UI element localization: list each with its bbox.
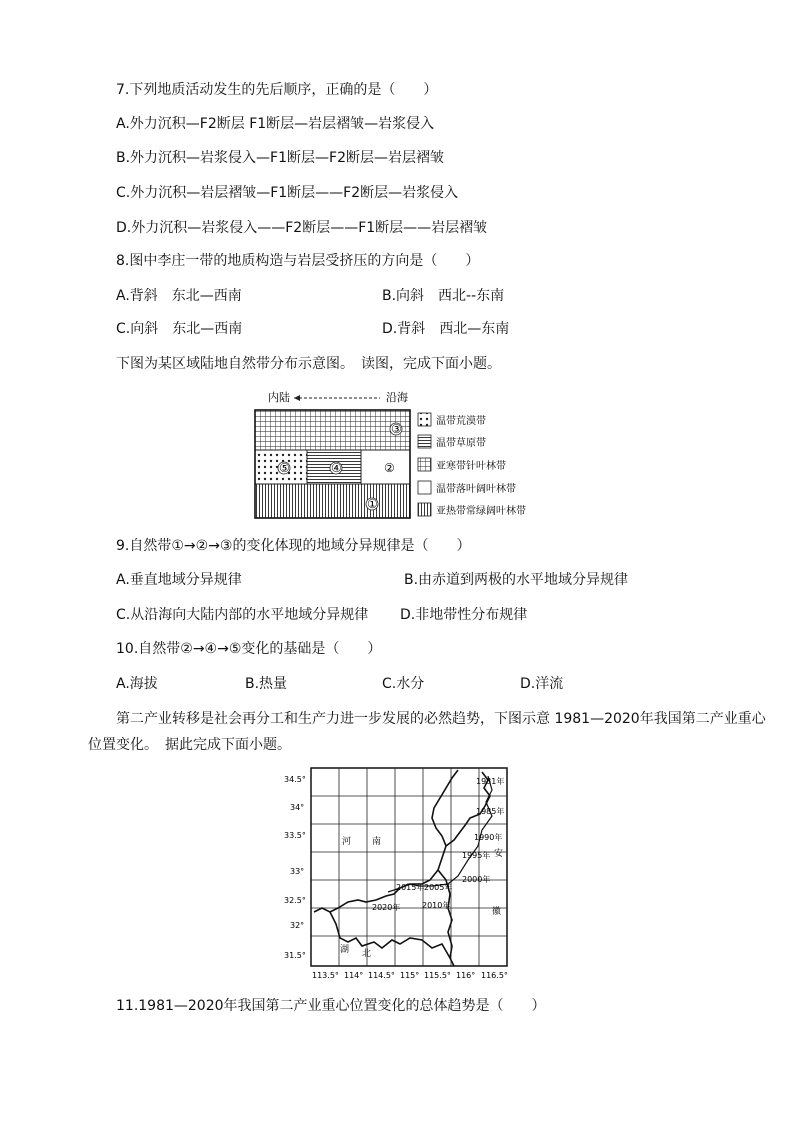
x-tick-115: 115° bbox=[400, 971, 420, 980]
year-2015: 2015年 bbox=[396, 883, 425, 892]
question-8-stem: 8.图中李庄一带的地质构造与岩层受挤压的方向是（ ） bbox=[116, 253, 480, 269]
question-10-option-d: D.洋流 bbox=[520, 676, 564, 692]
legend-steppe: 温带草原带 bbox=[436, 438, 486, 449]
question-9-option-a: A.垂直地域分异规律 bbox=[116, 572, 242, 588]
zone-label-5: ⑤ bbox=[279, 461, 290, 475]
y-tick-32: 32° bbox=[290, 921, 305, 930]
zone-label-1: ① bbox=[367, 497, 378, 511]
x-tick-116: 116° bbox=[456, 971, 476, 980]
year-1990: 1990年 bbox=[474, 833, 503, 842]
question-10-option-a: A.海拔 bbox=[116, 676, 158, 692]
x-tick-114: 114° bbox=[344, 971, 364, 980]
industry-center-map bbox=[282, 762, 512, 986]
legend-swatch-desert bbox=[418, 413, 431, 426]
y-tick-33: 33° bbox=[290, 867, 305, 876]
question-7-stem: 7.下列地质活动发生的先后顺序，正确的是（ ） bbox=[116, 82, 438, 98]
legend-swatch-deciduous bbox=[418, 481, 431, 494]
question-9-option-b: B.由赤道到两极的水平地域分异规律 bbox=[404, 572, 629, 588]
year-2010: 2010年 bbox=[422, 901, 451, 910]
question-7-option-a: A.外力沉积—F2断层 F1断层—岩层褶皱—岩浆侵入 bbox=[116, 116, 435, 132]
legend-swatch-evergreen bbox=[418, 503, 431, 516]
question-11-stem: 11.1981—2020年我国第二产业重心位置变化的总体趋势是（ ） bbox=[116, 998, 546, 1014]
y-tick-33-5: 33.5° bbox=[284, 831, 306, 840]
question-10-option-b: B.热量 bbox=[245, 676, 288, 692]
province-hubei-2: 北 bbox=[362, 949, 372, 959]
year-1981: 1981年 bbox=[476, 777, 505, 786]
question-8-option-b: B.向斜 西北--东南 bbox=[382, 288, 505, 304]
province-henan-2: 南 bbox=[372, 837, 382, 847]
x-tick-115-5: 115.5° bbox=[424, 971, 451, 980]
province-hubei-1: 湖 bbox=[340, 945, 350, 955]
coast-label: 沿海 bbox=[386, 391, 408, 404]
question-10-option-c: C.水分 bbox=[382, 676, 425, 692]
legend-swatch-steppe bbox=[418, 435, 431, 448]
question-8-option-d: D.背斜 西北—东南 bbox=[382, 321, 510, 337]
question-8-option-a: A.背斜 东北—西南 bbox=[116, 288, 242, 304]
y-tick-34-5: 34.5° bbox=[284, 775, 306, 784]
year-2020: 2020年 bbox=[372, 903, 401, 912]
legend-swatch-taiga bbox=[418, 458, 431, 471]
inland-label: 内陆 bbox=[268, 391, 290, 404]
zone-3 bbox=[255, 410, 410, 450]
legend-deciduous: 温带落叶阔叶林带 bbox=[436, 484, 516, 495]
y-tick-34: 34° bbox=[290, 803, 305, 812]
y-tick-32-5: 32.5° bbox=[284, 896, 306, 905]
legend-taiga: 亚寒带针叶林带 bbox=[436, 461, 506, 472]
zone-label-4: ④ bbox=[331, 461, 342, 475]
x-tick-116-5: 116.5° bbox=[481, 971, 508, 980]
intro-zone-figure: 下图为某区域陆地自然带分布示意图。 读图，完成下面小题。 bbox=[116, 356, 501, 372]
x-tick-114-5: 114.5° bbox=[368, 971, 395, 980]
question-8-option-c: C.向斜 东北—西南 bbox=[116, 321, 243, 337]
year-2005: 2005年 bbox=[424, 883, 453, 892]
question-9-option-c: C.从沿海向大陆内部的水平地域分异规律 bbox=[116, 607, 369, 623]
question-9-stem: 9.自然带①→②→③的变化体现的地域分异规律是（ ） bbox=[116, 538, 471, 554]
y-tick-31-5: 31.5° bbox=[284, 951, 306, 960]
year-2000: 2000年 bbox=[462, 875, 491, 884]
legend-desert: 温带荒漠带 bbox=[436, 416, 486, 427]
province-henan-1: 河 bbox=[342, 837, 352, 847]
question-7-option-c: C.外力沉积—岩层褶皱—F1断层——F2断层—岩浆侵入 bbox=[116, 185, 459, 201]
question-9-option-d: D.非地带性分布规律 bbox=[400, 607, 528, 623]
year-1995: 1995年 bbox=[462, 851, 491, 860]
arrow-head-icon bbox=[294, 395, 300, 401]
natural-zone-figure bbox=[250, 386, 550, 522]
question-7-option-b: B.外力沉积—岩浆侵入—F1断层—F2断层—岩层褶皱 bbox=[116, 150, 444, 166]
intro-map-figure: 第二产业转移是社会再分工和生产力进一步发展的必然趋势，下图示意 1981—2020年我国第二产业重心位置变化。 据此完成下面小题。 bbox=[88, 711, 766, 753]
question-7-option-d: D.外力沉积—岩浆侵入——F2断层——F1断层——岩层褶皱 bbox=[116, 220, 488, 236]
zone-label-3: ③ bbox=[391, 422, 402, 436]
year-1985: 1985年 bbox=[476, 807, 505, 816]
province-anhui-1: 安 bbox=[494, 849, 504, 859]
zone-label-2: ② bbox=[384, 461, 395, 475]
x-tick-113-5: 113.5° bbox=[312, 971, 339, 980]
province-anhui-2: 徽 bbox=[492, 907, 502, 917]
zone-1 bbox=[255, 484, 410, 518]
legend-evergreen: 亚热带常绿阔叶林带 bbox=[436, 506, 526, 517]
question-10-stem: 10.自然带②→④→⑤变化的基础是（ ） bbox=[116, 641, 382, 657]
